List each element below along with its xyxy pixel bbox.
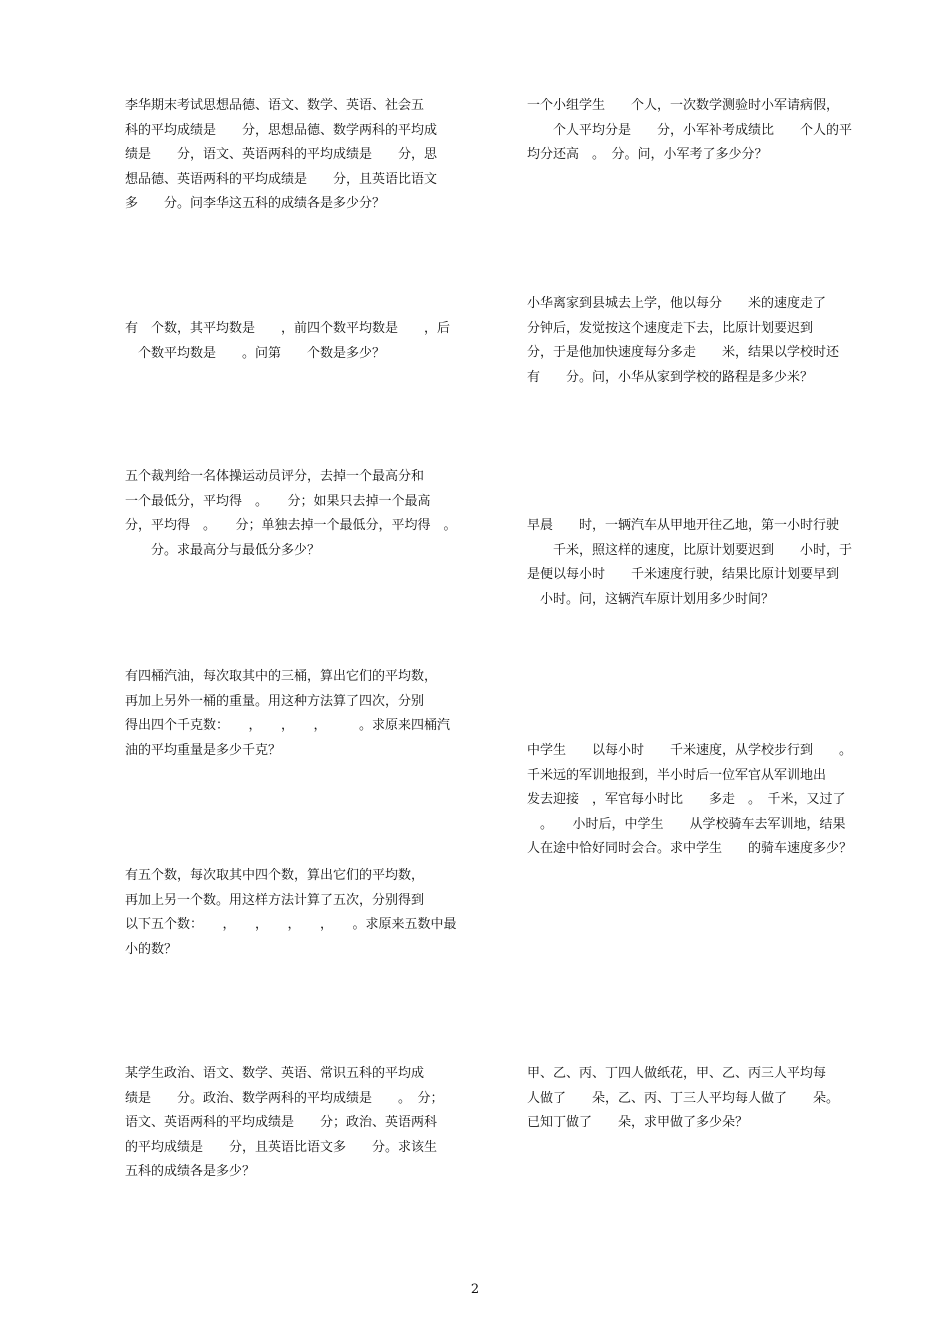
problem-text: 五个裁判给一名体操运动员评分，去掉一个最高分和 一个最低分，平均得 。 分；如果只去掉一个最高 分，平均得 。 分；单独去掉一个最低分，平均得 。 分。求最高分与最低分多少？ xyxy=(125,469,457,558)
problem-text: 有 个数，其平均数是 ，前四个数平均数是 ，后 个数平均数是 。问第 个数是多少？ xyxy=(125,321,451,361)
problem-text: 有五个数，每次取其中四个数，算出它们的平均数， 再加上另一个数。用这样方法计算了五次，分别得到 以下五个数： ， ， ， ， 。求原来五数中最 小的数？ xyxy=(125,868,457,957)
problem-text: 中学生 以每小时 千米速度，从学校步行到 。 千米远的军训地报到，半小时后一位军官从军训地出 发去迎接 ，军官每小时比 多走 。 千米，又过了 。 小时后，中学生 从学校骑车去军训地，结果 人在途中恰好同时会合。求中学生 的骑车速度多少？ xyxy=(527,743,853,856)
problem-text: 甲、乙、丙、丁四人做纸花，甲、乙、丙三人平均每 人做了 朵，乙、丙、丁三人平均每人做了 朵。 已知丁做了 朵，求甲做了多少朵？ xyxy=(527,1066,840,1130)
problem-text: 一个小组学生 个人，一次数学测验时小军请病假， 个人平均分是 分，小军补考成绩比 个人的平 均分还高 。 分。问，小军考了多少分？ xyxy=(527,98,853,162)
problem-text: 小华离家到县城去上学，他以每分 米的速度走了 分钟后，发觉按这个速度走下去，比原计划要迟到 分，于是他加快速度每分多走 米，结果以学校时还 有 分。问，小华从家到学校的路程是多少米？ xyxy=(527,296,840,385)
page-number: 2 xyxy=(470,1282,480,1297)
problem-text: 李华期末考试思想品德、语文、数学、英语、社会五 科的平均成绩是 分，思想品德、数学两科的平均成 绩是 分，语文、英语两科的平均成绩是 分，思 想品德、英语两科的平均成绩是 分，且英语比语文 多 分。问李华这五科的成绩各是多少分？ xyxy=(125,98,438,211)
problem-text: 某学生政治、语文、数学、英语、常识五科的平均成 绩是 分。政治、数学两科的平均成绩是 。 分； 语文、英语两科的平均成绩是 分；政治、英语两科 的平均成绩是 分，且英语比语文多 分。求该生 五科的成绩各是多少？ xyxy=(125,1066,444,1179)
problem-text: 早晨 时，一辆汽车从甲地开往乙地，第一小时行驶 千米，照这样的速度，比原计划要迟到 小时，于 是便以每小时 千米速度行驶，结果比原计划要早到 小时。问，这辆汽车原计划用多少时间？ xyxy=(527,518,853,607)
problem-text: 有四桶汽油，每次取其中的三桶，算出它们的平均数， 再加上另外一桶的重量。用这种方法算了四次，分别 得出四个千克数： ， ， ， 。求原来四桶汽 油的平均重量是多少千克？ xyxy=(125,669,451,758)
